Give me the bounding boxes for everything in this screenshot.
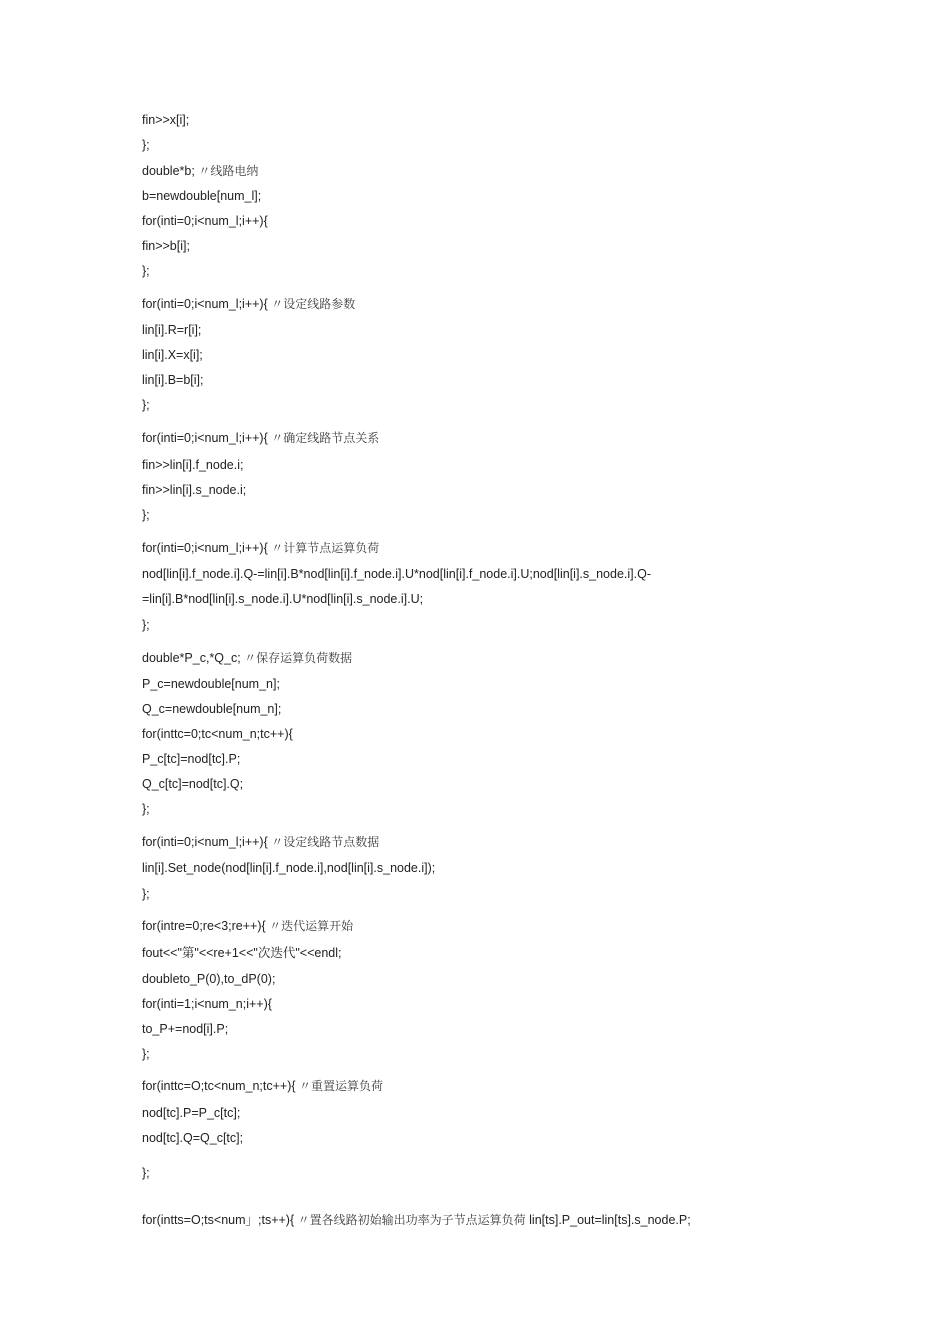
code-text: }; [142,887,150,901]
code-text: for(intre=0;re<3;re++){ [142,919,266,933]
code-text: for(inti=0;i<num_l;i++){ [142,541,268,555]
code-comment: 〃计算节点运算负荷 [271,541,380,555]
code-line-13 [142,430,379,446]
code-text: fin>>lin[i].f_node.i; [142,458,244,472]
code-line-29 [142,860,435,876]
code-text: =lin[i].B*nod[lin[i].s_node.i].U*nod[lin[i].s_node.i].U; [142,592,424,606]
code-text: for(inti=0;i<num_l;i++){ [142,431,268,445]
code-text: }; [142,138,150,152]
code-text: Q_c=newdouble[num_n]; [142,702,282,716]
code-line-27 [142,801,150,817]
code-text: fin>>x[i]; [142,113,190,127]
code-text: }; [142,802,150,816]
code-line-37 [142,1078,383,1094]
code-line-7 [142,263,150,279]
code-line-10 [142,347,203,363]
code-text: P_c=newdouble[num_n]; [142,677,280,691]
code-line-3 [142,163,258,179]
code-text: lin[i].B=b[i]; [142,373,204,387]
code-text: }; [142,398,150,412]
code-text: lin[i].R=r[i]; [142,323,202,337]
code-line-23 [142,701,281,717]
code-text: fout<<"第"<<re+1<<"次迭代"<<endl; [142,946,342,960]
code-text: P_c[tc]=nod[tc].P; [142,752,241,766]
code-line-6 [142,238,190,254]
code-comment: 〃保存运算负荷数据 [244,651,353,665]
code-line-34 [142,996,272,1012]
code-line-28 [142,834,379,850]
code-line-24 [142,726,293,742]
code-text: }; [142,508,150,522]
code-line-36 [142,1046,150,1062]
code-line-4 [142,188,261,204]
code-text: }; [142,264,150,278]
code-text: nod[tc].Q=Q_c[tc]; [142,1131,244,1145]
code-line-32 [142,945,341,961]
code-comment: 〃设定线路节点数据 [271,835,380,849]
code-line-8 [142,296,355,312]
code-line-16 [142,507,150,523]
code-text: doubleto_P(0),to_dP(0); [142,972,276,986]
code-line-20 [142,617,150,633]
code-text: double*b; [142,164,195,178]
code-text: Q_c[tc]=nod[tc].Q; [142,777,244,791]
code-line-41 [142,1212,691,1228]
code-line-12 [142,397,150,413]
code-comment: 〃迭代运算开始 [269,919,354,933]
code-comment: 〃确定线路节点关系 [271,431,380,445]
code-line-1 [142,112,189,128]
code-comment: 〃重置运算负荷 [299,1079,384,1093]
code-line-11 [142,372,204,388]
code-line-30 [142,886,150,902]
code-text: for(inti=0;i<num_l;i++){ [142,835,268,849]
code-line-14 [142,457,243,473]
code-text: }; [142,1166,150,1180]
code-text: for(inti=1;i<num_n;i++){ [142,997,272,1011]
code-text: nod[lin[i].f_node.i].Q-=lin[i].B*nod[lin[i].f_node.i].U*nod[lin[i].f_node.i].U;nod[lin[i].s_node.i].Q- [142,567,651,581]
code-line-40 [142,1165,150,1181]
code-text: for(intts=O;ts<num」;ts++){ [142,1213,295,1227]
code-line-21 [142,650,352,666]
code-line-5 [142,213,268,229]
code-line-26 [142,776,243,792]
code-text: nod[tc].P=P_c[tc]; [142,1106,241,1120]
code-text: lin[i].X=x[i]; [142,348,203,362]
code-line-33 [142,971,275,987]
code-text: to_P+=nod[i].P; [142,1022,229,1036]
code-line-18 [142,566,651,582]
code-text: for(inttc=O;tc<num_n;tc++){ [142,1079,296,1093]
code-text: for(inti=0;i<num_l;i++){ [142,214,268,228]
code-line-9 [142,322,201,338]
code-text: double*P_c,*Q_c; [142,651,241,665]
code-comment: 〃设定线路参数 [271,297,356,311]
code-line-38 [142,1105,240,1121]
code-text: b=newdouble[num_l]; [142,189,262,203]
code-line-39 [142,1130,243,1146]
code-text: lin[i].Set_node(nod[lin[i].f_node.i],nod[lin[i].s_node.i]); [142,861,436,875]
code-text-trailing: lin[ts].P_out=lin[ts].s_node.P; [529,1213,691,1227]
code-line-15 [142,482,246,498]
code-line-25 [142,751,240,767]
code-text: fin>>lin[i].s_node.i; [142,483,247,497]
code-text: }; [142,618,150,632]
code-line-19 [142,591,423,607]
code-text: for(inttc=0;tc<num_n;tc++){ [142,727,293,741]
code-text: }; [142,1047,150,1061]
code-text: for(inti=0;i<num_l;i++){ [142,297,268,311]
code-line-2 [142,137,150,153]
code-comment: 〃置各线路初始输出功率为子节点运算负荷 [297,1213,526,1227]
code-line-35 [142,1021,228,1037]
code-line-17 [142,540,379,556]
code-comment: 〃线路电纳 [198,164,259,178]
code-line-22 [142,676,280,692]
code-line-31 [142,918,353,934]
code-text: fin>>b[i]; [142,239,190,253]
